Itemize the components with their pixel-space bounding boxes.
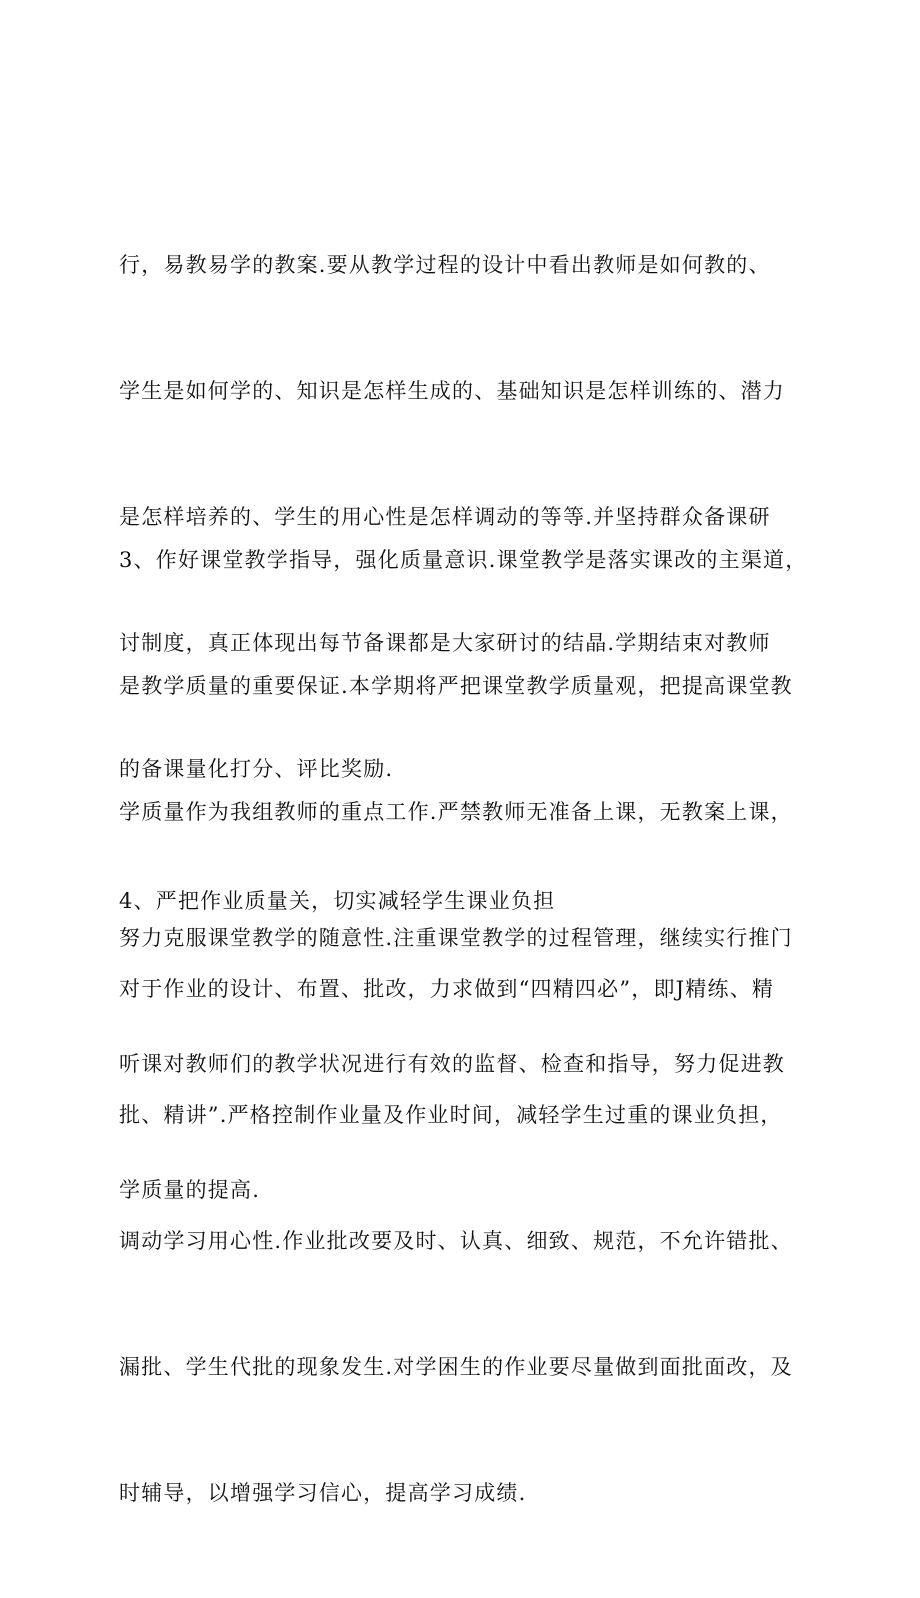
text-line: 学生是如何学的、知识是怎样生成的、基础知识是怎样训练的、潜力 bbox=[119, 379, 785, 403]
text-line: 批、精讲”.严格控制作业量及作业时间，减轻学生过重的课业负担， bbox=[119, 1103, 783, 1127]
text-line: 听课对教师们的教学状况进行有效的监督、检查和指导，努力促进教 bbox=[119, 1052, 785, 1076]
text-line: 学质量的提高. bbox=[119, 1178, 261, 1202]
text-line: 调动学习用心性.作业批改要及时、认真、细致、规范，不允许错批、 bbox=[119, 1229, 793, 1253]
text-line: 时辅导，以增强学习信心，提高学习成绩. bbox=[119, 1481, 527, 1505]
text-line: 努力克服课堂教学的随意性.注重课堂教学的过程管理，继续实行推门 bbox=[119, 926, 793, 950]
text-line: 讨制度，真正体现出每节备课都是大家研讨的结晶.学期结束对教师 bbox=[119, 631, 771, 655]
paragraph-homework bbox=[119, 884, 819, 1598]
text-line: 对于作业的设计、布置、批改，力求做到“四精四必”，即J精练、精 bbox=[119, 977, 775, 1001]
text-line: 行，易教易学的教案.要从教学过程的设计中看出教师是如何教的、 bbox=[119, 253, 771, 277]
text-line: 3、作好课堂教学指导，强化质量意识.课堂教学是落实课改的主渠道， bbox=[119, 548, 808, 572]
text-line: 学质量作为我组教师的重点工作.严禁教师无准备上课，无教案上课， bbox=[119, 800, 793, 824]
text-line: 4、严把作业质量关，切实减轻学生课业负担 bbox=[119, 889, 556, 913]
text-line: 的备课量化打分、评比奖励. bbox=[119, 757, 394, 781]
text-line: 是教学质量的重要保证.本学期将严把课堂教学质量观，把提高课堂教 bbox=[119, 674, 793, 698]
text-line: 漏批、学生代批的现象发生.对学困生的作业要尽量做到面批面改，及 bbox=[119, 1355, 793, 1379]
text-line: 是怎样培养的、学生的用心性是怎样调动的等等.并坚持群众备课研 bbox=[119, 505, 771, 529]
